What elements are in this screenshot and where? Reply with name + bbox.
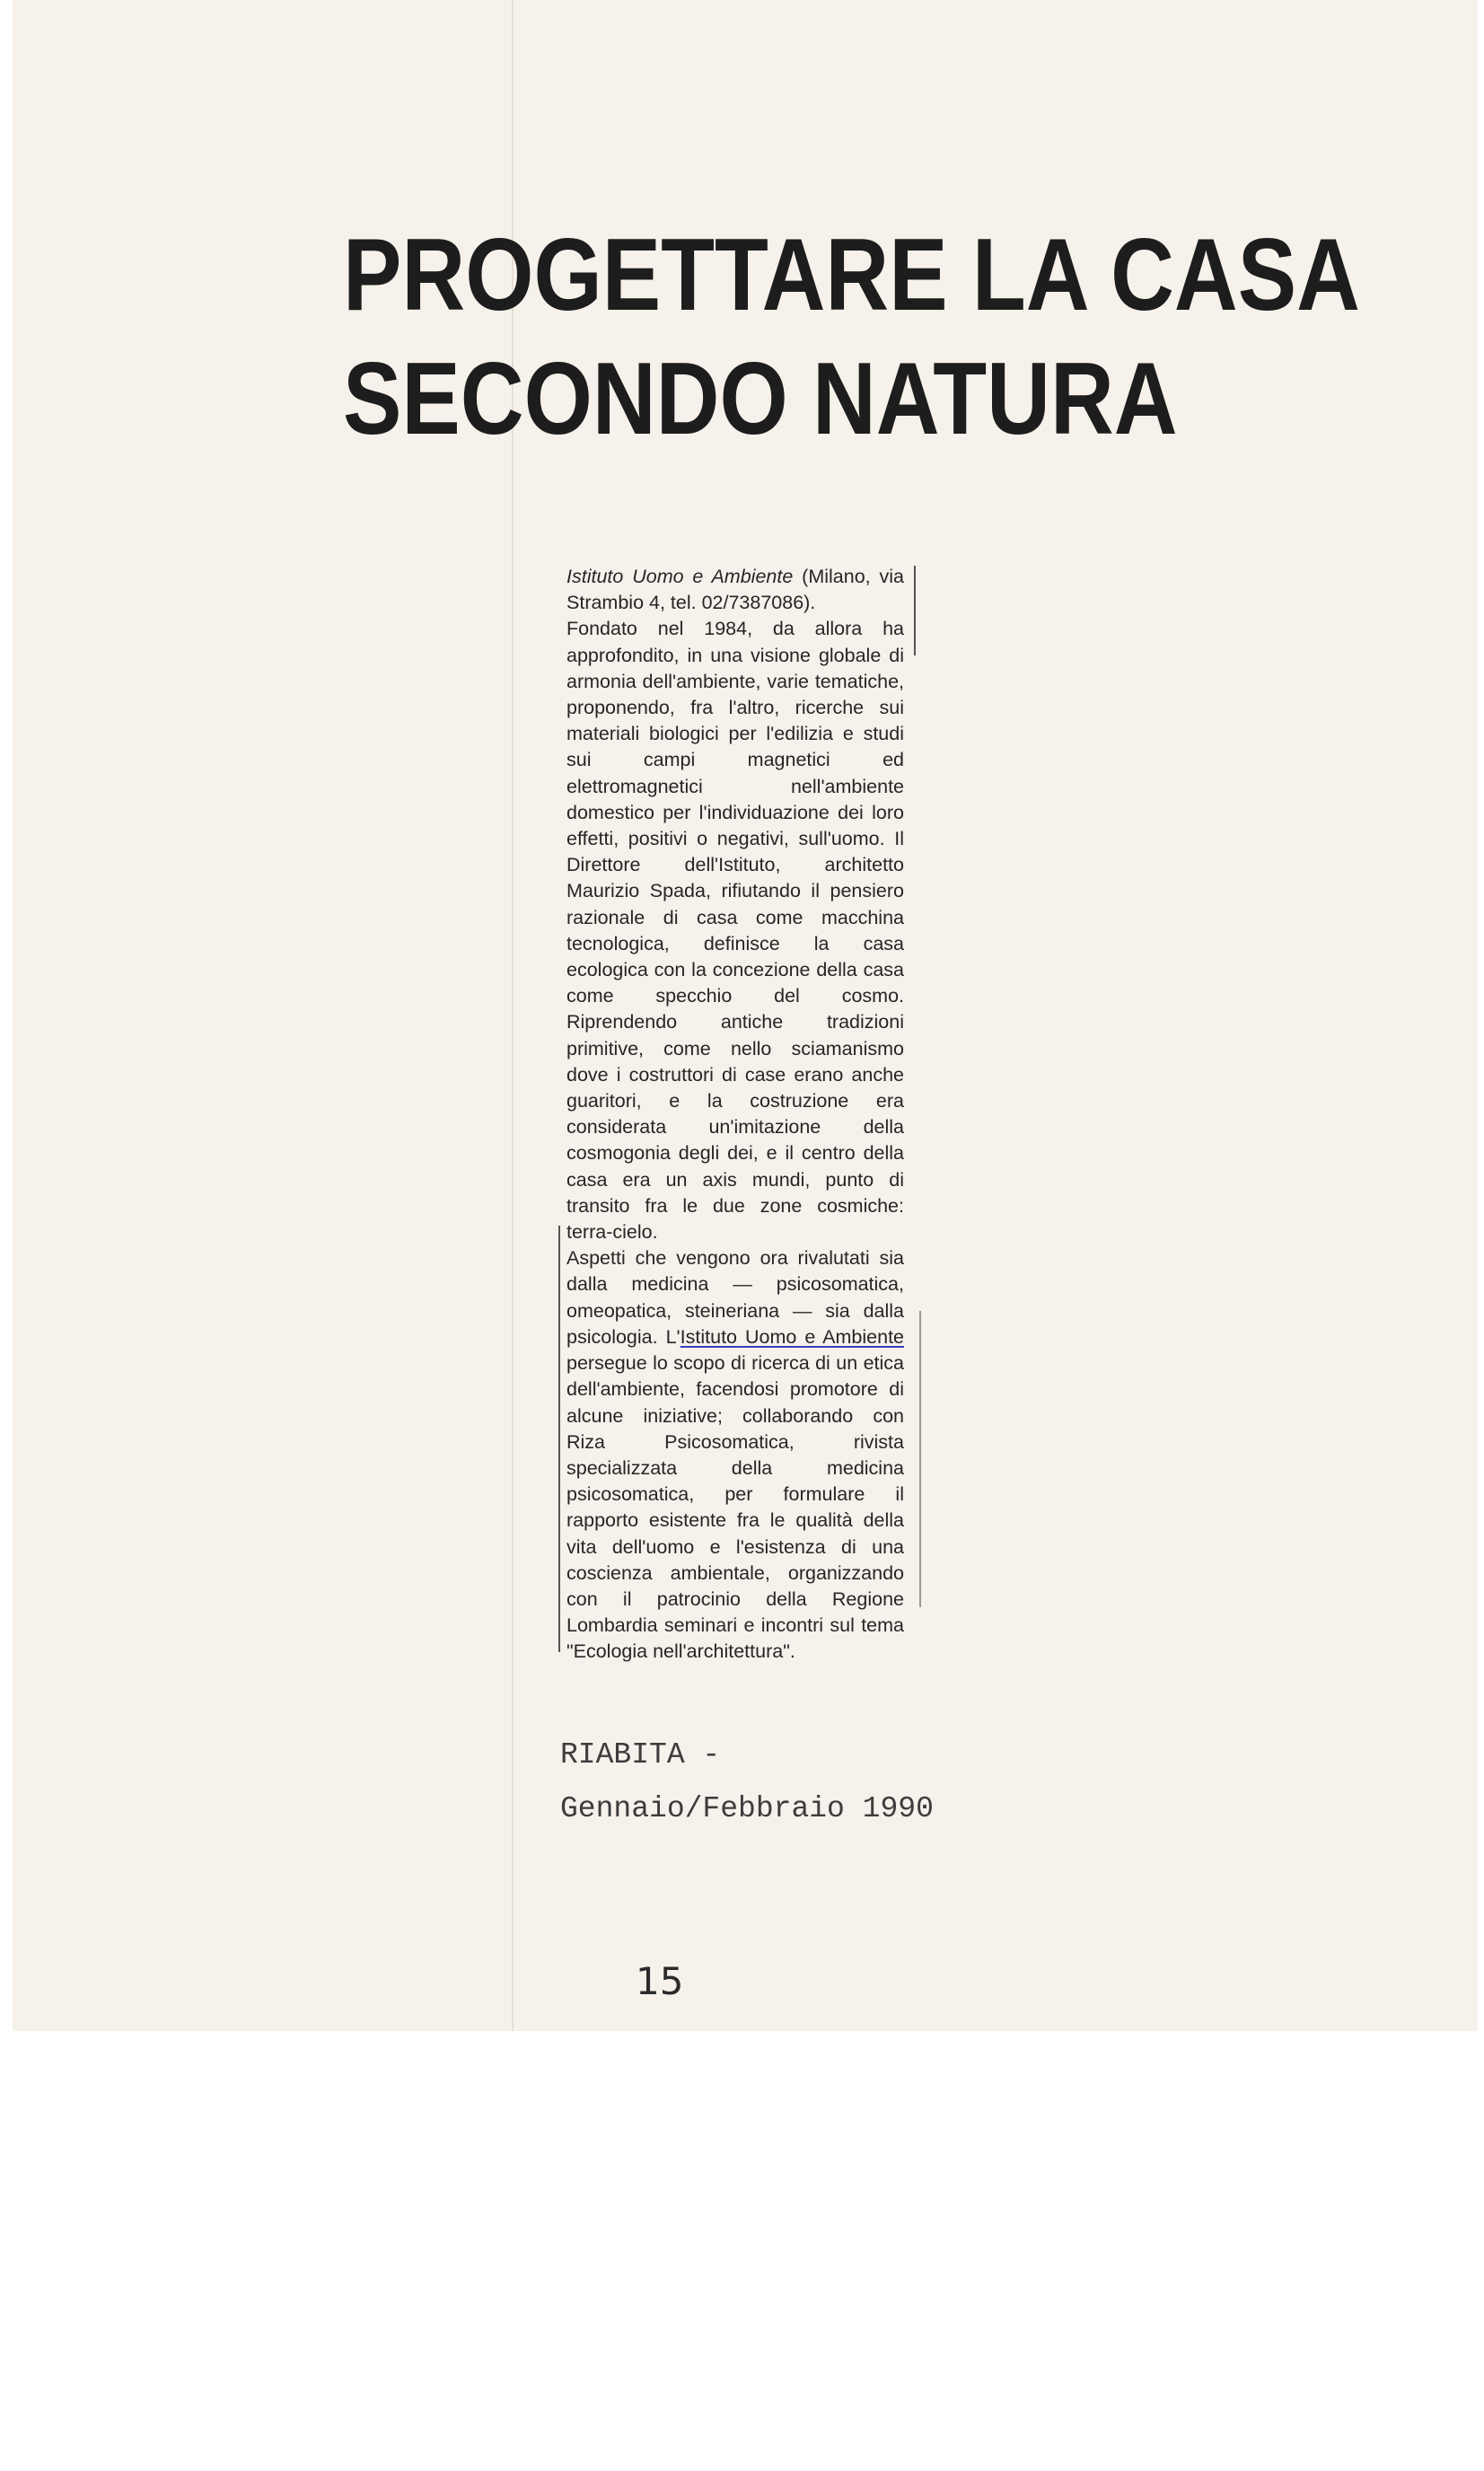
margin-mark-right [914,566,916,655]
institute-address: (Milano, via Strambio 4, tel. 02/7387086). [566,566,904,614]
margin-mark-left [558,1226,560,1652]
article-body [566,564,904,1666]
article-paragraph-2 [566,1245,904,1665]
handwritten-page-number: 15 [636,1959,684,2003]
article-headline [343,214,1360,462]
document-page [13,0,1478,2031]
article-paragraph-1: Fondato nel 1984, da allora ha approfondito, in una visione globale di armonia dell'ambiente, varie tematiche, proponendo, fra l'altro, ricerche sui materiali biologici per l'edilizia e studi sui campi magnetici ed elettromagnetici nell'ambiente domestico per l'individuazione dei loro effetti, positivi o negativi, sull'uomo. Il Direttore dell'Istituto, architetto Maurizio Spada, rifiutando il pensiero razionale di casa come macchina tecnologica, definisce la casa ecologica con la concezione della casa come specchio del cosmo. Riprendendo antiche tradizioni primitive, come nello sciamanismo dove i costruttori di case erano anche guaritori, e la costruzione era considerata un'imitazione della cosmogonia degli dei, e il centro della casa era un axis mundi, punto di transito fra le due zone cosmiche: terra-cielo. [566,618,904,1244]
paragraph-2-start: Aspetti che vengono ora rivalutati sia dalla medicina — psicosomatica, omeopatica, steineriana — sia dalla psicologia. L' [566,1247,904,1348]
headline-line-1: PROGETTARE LA CASA [343,218,1360,332]
source-stamp: RIABITA - [560,1738,721,1772]
margin-mark-right-lower [919,1311,921,1607]
date-stamp: Gennaio/Febbraio 1990 [560,1792,934,1825]
underlined-institute-name: Istituto Uomo e Ambiente [680,1325,904,1348]
article-intro [566,564,904,616]
paragraph-2-end: persegue lo scopo di ricerca di un etica dell'ambiente, facendosi promotore di alcune iniziative; collaborando con Riza Psicosomatica, rivista specializzata della medicina psicosomatica, per formulare il rapporto esistente fra le qualità della vita dell'uomo e l'esistenza di una coscienza ambientale, organizzando con il patrocinio della Regione Lombardia seminari e incontri sul tema "Ecologia nell'architettura". [566,1352,904,1663]
headline-line-2: SECONDO NATURA [343,342,1178,456]
institute-name: Istituto Uomo e Ambiente [566,566,794,587]
